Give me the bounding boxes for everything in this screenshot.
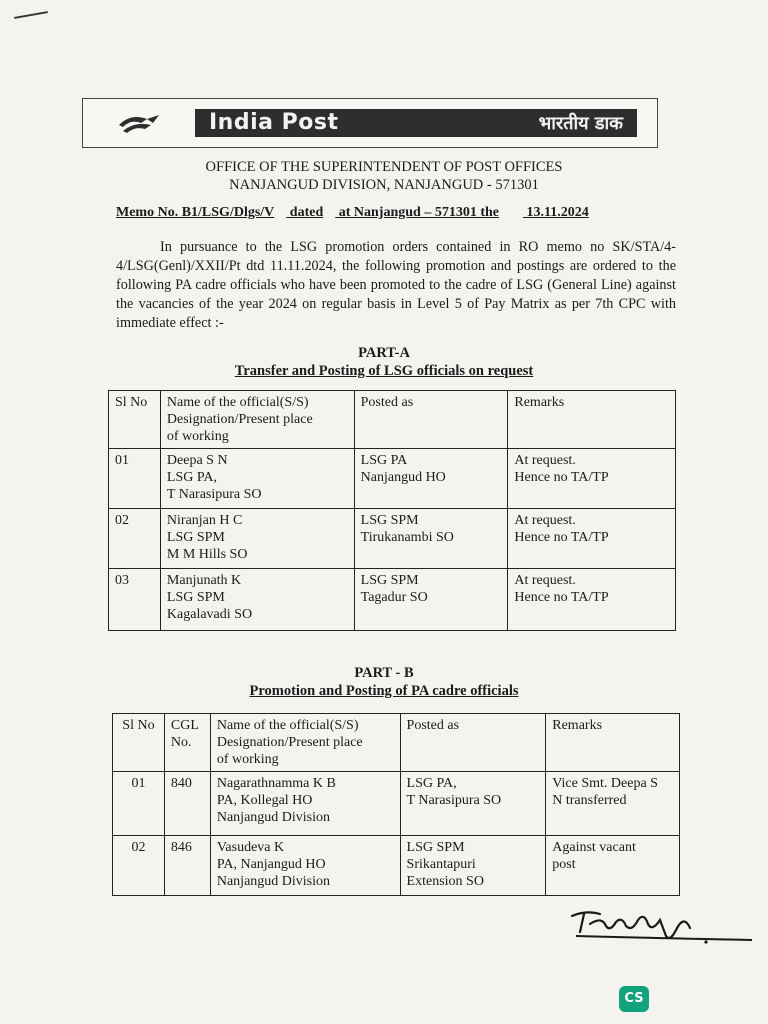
header-cgl xyxy=(164,714,210,772)
cell-line: LSG SPM xyxy=(166,590,225,605)
memo-number: Memo No. B1/LSG/Dlgs/V xyxy=(116,205,275,220)
letterhead-bar xyxy=(195,109,637,137)
part-a-table xyxy=(108,390,676,631)
cell-posted xyxy=(354,569,508,631)
cell-line: post xyxy=(552,857,576,872)
cell-line: Niranjan H C xyxy=(166,513,243,528)
cell-line: T Narasipura SO xyxy=(166,487,262,502)
cell-line: Extension SO xyxy=(406,874,484,889)
cell-line: PA, Nanjangud HO xyxy=(216,857,326,872)
memo-dated: dated xyxy=(289,205,324,220)
header-name-line: Name of the official(S/S) xyxy=(166,395,309,410)
header-cgl-line: CGL xyxy=(170,718,199,733)
letterhead-title-hindi: भारतीय डाक xyxy=(538,113,623,134)
cell-line: Hence no TA/TP xyxy=(514,470,609,485)
cell-remarks xyxy=(508,509,676,569)
cell-sl: 03 xyxy=(109,569,161,631)
cell-line: PA, Kollegal HO xyxy=(216,793,313,808)
part-b-heading: PART - B xyxy=(354,665,414,681)
cell-line: At request. xyxy=(514,453,576,468)
cell-cgl: 840 xyxy=(164,772,210,836)
table-header-row xyxy=(109,391,676,449)
header-remarks: Remarks xyxy=(546,714,680,772)
cell-line: T Narasipura SO xyxy=(406,793,502,808)
header-name-line: Designation/Present place xyxy=(216,735,363,750)
india-post-logo-icon xyxy=(117,111,161,135)
cell-remarks xyxy=(546,836,680,896)
order-paragraph-text: In pursuance to the LSG promotion orders contained in RO memo no SK/STA/4-4/LSG(Genl)/XXII/Pt dtd 11.11.2024, the following promotion and postings are ordered to the following PA cadre officials who have been promoted to the cadre of LSG (General Line) against the vacancies of the year 2024 on regular basis in Level 5 of Pay Matrix as per 7th CPC with immediate effect :- xyxy=(116,239,676,331)
cell-cgl: 846 xyxy=(164,836,210,896)
memo-reference xyxy=(116,205,636,221)
cell-line: Kagalavadi SO xyxy=(166,607,253,622)
cell-remarks xyxy=(508,569,676,631)
header-name-line: of working xyxy=(216,752,279,767)
pen-mark xyxy=(14,11,48,19)
part-b-table xyxy=(112,713,680,896)
header-cgl-line: No. xyxy=(170,735,192,750)
part-a-subheading: Transfer and Posting of LSG officials on request xyxy=(234,363,534,379)
table-header-row xyxy=(113,714,680,772)
cell-line: Vasudeva K xyxy=(216,840,285,855)
cell-line: Nanjangud HO xyxy=(360,470,446,485)
cell-line: Nanjangud Division xyxy=(216,874,331,889)
cell-line: N transferred xyxy=(552,793,627,808)
cell-posted xyxy=(400,772,546,836)
memo-place: at Nanjangud – 571301 the xyxy=(338,205,499,220)
cell-remarks xyxy=(546,772,680,836)
office-line-1: OFFICE OF THE SUPERINTENDENT OF POST OFFICES xyxy=(205,159,563,175)
part-a-heading-block xyxy=(0,344,768,380)
cell-line: Tirukanambi SO xyxy=(360,530,454,545)
header-remarks: Remarks xyxy=(508,391,676,449)
office-line-2: NANJANGUD DIVISION, NANJANGUD - 571301 xyxy=(229,177,539,193)
cell-line: LSG PA, xyxy=(166,470,217,485)
part-a-heading: PART-A xyxy=(358,345,410,361)
header-name-line: Name of the official(S/S) xyxy=(216,718,359,733)
cell-name xyxy=(160,449,354,509)
cell-posted xyxy=(354,509,508,569)
order-paragraph xyxy=(116,238,676,333)
letterhead xyxy=(82,98,658,148)
cell-sl: 01 xyxy=(109,449,161,509)
table-row xyxy=(109,509,676,569)
cell-line: Manjunath K xyxy=(166,573,242,588)
part-b-heading-block xyxy=(0,664,768,700)
header-sl: Sl No xyxy=(109,391,161,449)
memo-date: 13.11.2024 xyxy=(526,205,589,220)
header-name-line: of working xyxy=(166,429,229,444)
cell-posted xyxy=(354,449,508,509)
letterhead-title-english: India Post xyxy=(209,110,339,135)
part-b-subheading: Promotion and Posting of PA cadre officials xyxy=(249,683,519,699)
cell-name xyxy=(210,836,400,896)
cell-line: Hence no TA/TP xyxy=(514,590,609,605)
cell-line: Srikantapuri xyxy=(406,857,476,872)
signature xyxy=(566,902,756,950)
cell-remarks xyxy=(508,449,676,509)
cell-line: Against vacant xyxy=(552,840,636,855)
cell-posted xyxy=(400,836,546,896)
header-name xyxy=(210,714,400,772)
cell-line: M M Hills SO xyxy=(166,547,248,562)
header-posted: Posted as xyxy=(354,391,508,449)
cell-line: Deepa S N xyxy=(166,453,228,468)
cell-name xyxy=(160,569,354,631)
cell-line: At request. xyxy=(514,513,576,528)
cell-sl: 01 xyxy=(113,772,165,836)
header-sl: Sl No xyxy=(113,714,165,772)
cell-line: Tagadur SO xyxy=(360,590,428,605)
table-row xyxy=(109,569,676,631)
cell-line: At request. xyxy=(514,573,576,588)
camscanner-badge: CS xyxy=(619,986,649,1012)
cell-line: Nagarathnamma K B xyxy=(216,776,336,791)
table-row xyxy=(109,449,676,509)
cell-sl: 02 xyxy=(113,836,165,896)
cell-line: LSG PA, xyxy=(406,776,457,791)
cell-name xyxy=(210,772,400,836)
cell-line: LSG SPM xyxy=(406,840,465,855)
table-row xyxy=(113,772,680,836)
cell-line: Nanjangud Division xyxy=(216,810,331,825)
cell-line: Hence no TA/TP xyxy=(514,530,609,545)
cell-line: Vice Smt. Deepa S xyxy=(552,776,658,791)
office-address xyxy=(0,158,768,194)
cell-sl: 02 xyxy=(109,509,161,569)
header-name-line: Designation/Present place xyxy=(166,412,313,427)
cell-line: LSG SPM xyxy=(166,530,225,545)
cell-line: LSG SPM xyxy=(360,573,419,588)
cell-line: LSG PA xyxy=(360,453,408,468)
table-row xyxy=(113,836,680,896)
cell-line: LSG SPM xyxy=(360,513,419,528)
cell-name xyxy=(160,509,354,569)
header-posted: Posted as xyxy=(400,714,546,772)
header-name xyxy=(160,391,354,449)
